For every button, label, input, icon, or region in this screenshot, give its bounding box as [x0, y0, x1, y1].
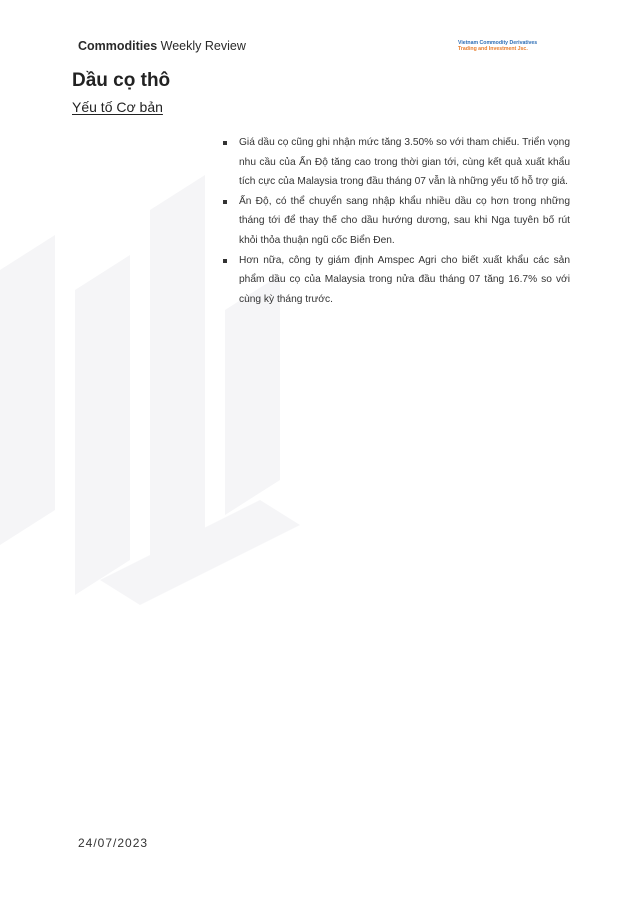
header-title-rest: Weekly Review — [157, 39, 246, 53]
company-logo — [458, 40, 537, 52]
report-header — [78, 39, 246, 53]
page-title: Dầu cọ thô — [72, 70, 171, 91]
logo-line-1: Vietnam Commodity Derivatives — [458, 40, 538, 46]
square-bullet-icon — [223, 141, 227, 145]
bullet-text: Hơn nữa, công ty giám định Amspec Agri cho biết xuất khẩu các sản phẩm dầu cọ của Malaysia trong nửa đầu tháng 07 tăng 16.7% so với cùng kỳ tháng trước. — [239, 254, 570, 305]
logo-line-2: Trading and Investment Jsc. — [458, 46, 528, 52]
square-bullet-icon — [223, 200, 227, 204]
bullet-list — [222, 133, 570, 309]
bullet-text: Ấn Độ, có thể chuyển sang nhập khẩu nhiều dầu cọ hơn trong những tháng tới để thay thế cho dầu hướng dương, sau khi Nga tuyên bố rút khỏi thỏa thuận ngũ cốc Biển Đen. — [239, 195, 570, 246]
header-title-bold: Commodities — [78, 39, 158, 53]
bullet-text: Giá dầu cọ cũng ghi nhận mức tăng 3.50% so với tham chiếu. Triển vọng nhu cầu của Ấn Độ tăng cao trong thời gian tới, cùng kết quả xuất khẩu tích cực của Malaysia trong đầu tháng 07 vẫn là những yếu tố hỗ trợ giá. — [239, 137, 570, 188]
bullet-item — [222, 133, 570, 192]
bullet-item — [222, 192, 570, 251]
section-subtitle: Yếu tố Cơ bản — [72, 99, 163, 115]
bullet-item — [222, 251, 570, 310]
square-bullet-icon — [223, 259, 227, 263]
footer-date: 24/07/2023 — [78, 836, 149, 850]
